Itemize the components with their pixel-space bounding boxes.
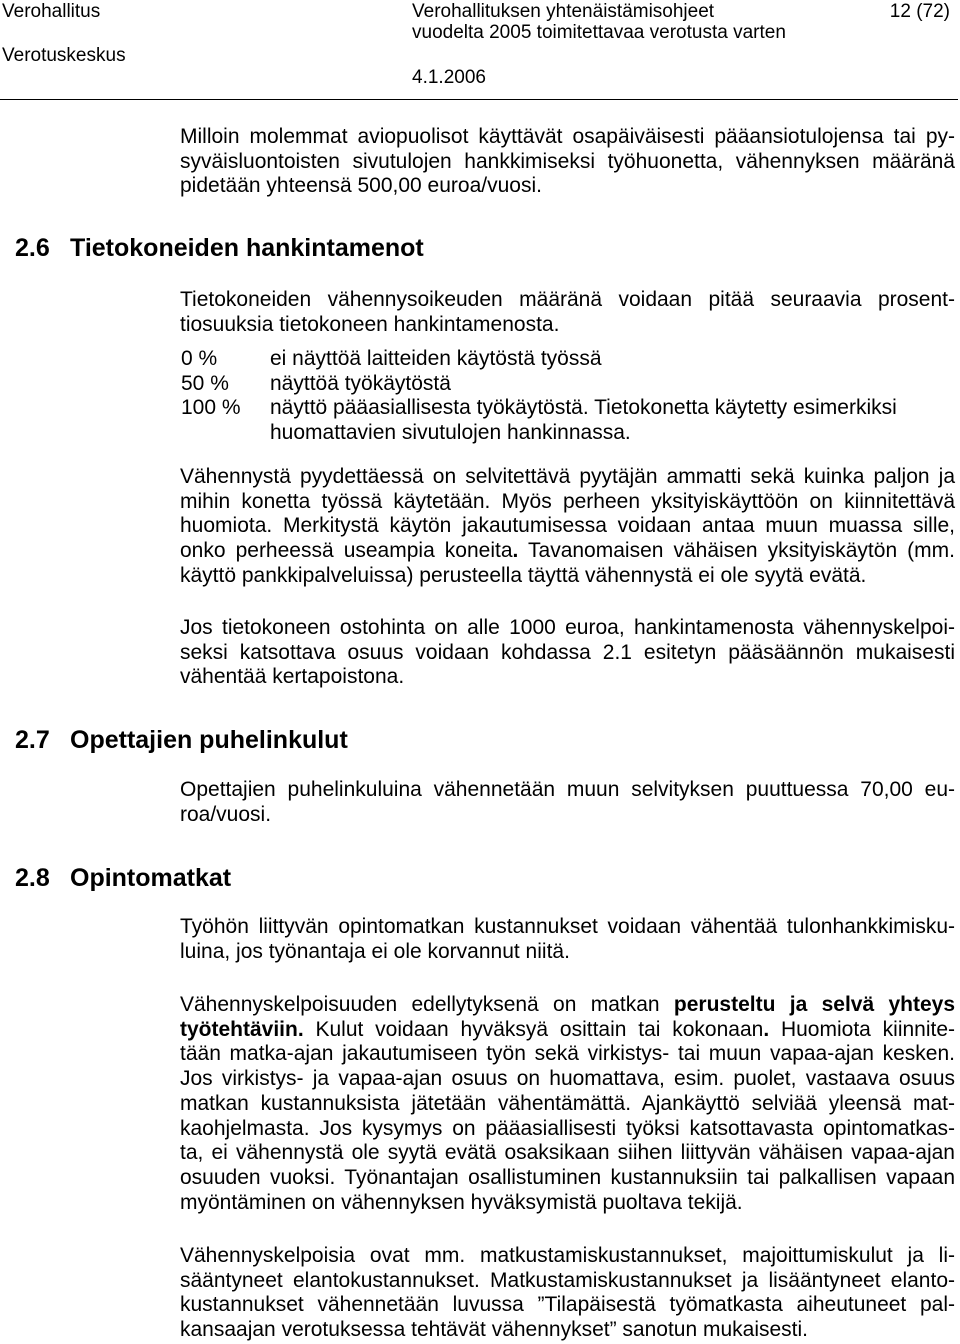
section-number: 2.6 xyxy=(15,234,50,262)
percentage-list xyxy=(180,347,955,446)
section-number: 2.7 xyxy=(15,726,50,754)
paragraph xyxy=(180,915,955,964)
text-line: sääntyneet elantokustannukset. Matkustamiskustannukset ja lisääntyneet elanto- xyxy=(180,1268,955,1292)
text-line: ta, ei vähennystä ole syytä evätä osaksikaan siihen liittyvän vähäisen vapaa-ajan xyxy=(180,1141,955,1165)
paragraph xyxy=(180,993,955,1215)
text-line: kustannukset vähennetään luvussa ”Tilapäisestä työmatkasta aiheutuneet pal- xyxy=(180,1293,955,1317)
section-number: 2.8 xyxy=(15,864,50,892)
list-item xyxy=(180,372,955,397)
text-line: käyttö pankkipalveluissa) perusteella täyttä vähennystä ei ole syytä evätä. xyxy=(180,563,867,587)
text-line: seksi katsottava osuus voidaan kohdassa 2.1 esitetyn pääsäännön mukaisesti xyxy=(180,640,955,664)
unit-name: Verotuskeskus xyxy=(2,45,126,66)
text-line: syväisluontoisten sivutulojen hankkimiseksi työhuonetta, vähennyksen määränä xyxy=(180,149,955,173)
text-segment: Kulut voidaan hyväksyä osittain tai kokonaan xyxy=(303,1017,764,1041)
percentage-label: 50 % xyxy=(181,371,229,395)
list-item-text: näyttöä työkäytöstä xyxy=(270,371,451,395)
text-segment: onko perheessä useampia koneita xyxy=(180,539,513,563)
paragraph xyxy=(180,288,955,337)
text-segment: Tavanomaisen vähäisen yksityiskäytön (mm. xyxy=(518,539,955,563)
paragraph xyxy=(180,465,955,589)
section-heading-2-7 xyxy=(0,725,600,755)
text-line: Tietokoneiden vähennysoikeuden määränä voidaan pitää seuraavia prosent- xyxy=(180,288,955,311)
list-item xyxy=(180,347,955,372)
text-line: Milloin molemmat aviopuolisot käyttävät osapäiväisesti pääansiotulojensa tai py- xyxy=(180,125,955,148)
text-line: Työhön liittyvän opintomatkan kustannukset voidaan vähentää tulonhankkimisku- xyxy=(180,915,955,938)
bold-text-segment: työtehtäviin. xyxy=(180,1017,304,1041)
paragraph-intro xyxy=(180,125,955,199)
document-title: Verohallituksen yhtenäistämisohjeet xyxy=(412,1,715,22)
page-number: 12 (72) xyxy=(889,1,950,22)
percentage-label: 100 % xyxy=(181,396,241,420)
text-line: huomiota. Merkitystä käytön jakautumisessa voidaan antaa muun muassa sille, xyxy=(180,514,955,538)
text-line: kaohjelmasta. Jos kysymys on pääasiallisesti työksi katsottavasta opintomatkas- xyxy=(180,1116,955,1140)
text-line: Vähennystä pyydettäessä on selvitettävä pyytäjän ammatti sekä kuinka paljon ja xyxy=(180,465,955,488)
text-line: vähentää kertapoistona. xyxy=(180,665,405,689)
text-line xyxy=(180,993,955,1018)
section-title: Opintomatkat xyxy=(70,864,232,892)
text-line: luina, jos työnantaja ei ole korvannut niitä. xyxy=(180,939,570,963)
text-line: kansaajan verotuksessa tehtävät vähennykset” sanotun mukaisesti. xyxy=(180,1318,809,1342)
text-line: roa/vuosi. xyxy=(180,802,272,826)
document-subtitle: vuodelta 2005 toimitettavaa verotusta varten xyxy=(412,22,786,43)
text-line xyxy=(180,539,955,564)
section-heading-2-8 xyxy=(0,863,600,893)
text-segment: Vähennyskelpoisuuden edellytyksenä on matkan xyxy=(180,993,674,1016)
text-line: Vähennyskelpoisia ovat mm. matkustamiskustannukset, majoittumiskulut ja li- xyxy=(180,1244,955,1267)
text-line: Jos virkistys- ja vapaa-ajan osuus on huomattava, esim. puolet, vastaava osuus xyxy=(180,1067,955,1091)
bold-text-segment: . xyxy=(763,1017,770,1041)
bold-text-segment: . xyxy=(512,539,519,563)
section-title: Tietokoneiden hankintamenot xyxy=(70,234,424,262)
section-title: Opettajien puhelinkulut xyxy=(70,726,348,754)
list-item xyxy=(180,396,955,445)
organization-name: Verohallitus xyxy=(2,1,101,22)
text-line: mihin konetta työssä käytetään. Myös perheen yksityiskäyttöön on kiinnitettävä xyxy=(180,489,955,513)
text-line: tään matka-ajan jakautumiseen työn sekä virkistys- tai muun vapaa-ajan kesken. xyxy=(180,1042,955,1066)
text-line: myöntäminen on vähennyksen hyväksymistä puoltava tekijä. xyxy=(180,1190,743,1214)
text-line: matkan kustannuksista jätetään vähentämättä. Ajankäyttö selviää yleensä mat- xyxy=(180,1091,955,1115)
header-rule xyxy=(0,99,958,100)
section-heading-2-6 xyxy=(0,233,600,263)
list-item-text: näyttö pääasiallisesta työkäytöstä. Tietokonetta käytetty esimerkiksi xyxy=(270,396,897,420)
paragraph xyxy=(180,1244,955,1343)
percentage-label: 0 % xyxy=(181,347,218,370)
text-line xyxy=(180,1018,955,1043)
text-line: tiosuuksia tietokoneen hankintamenosta. xyxy=(180,312,560,336)
text-segment: Huomiota kiinnite- xyxy=(769,1017,956,1041)
text-line: pidetään yhteensä 500,00 euroa/vuosi. xyxy=(180,174,542,198)
paragraph xyxy=(180,778,955,827)
bold-text-segment: perusteltu ja selvä yhteys xyxy=(673,993,955,1016)
document-date: 4.1.2006 xyxy=(412,67,486,88)
text-line: Jos tietokoneen ostohinta on alle 1000 euroa, hankintamenosta vähennyskelpoi- xyxy=(180,616,955,639)
text-line: Opettajien puhelinkuluina vähennetään muun selvityksen puuttuessa 70,00 eu- xyxy=(180,778,955,801)
list-item-text: ei näyttöä laitteiden käytöstä työssä xyxy=(270,347,602,370)
paragraph xyxy=(180,616,955,690)
text-line: osuuden vuoksi. Työnantajan osallistuminen kustannuksiin tai palkallisen vapaan xyxy=(180,1165,955,1189)
list-item-text: huomattavien sivutulojen hankinnassa. xyxy=(270,421,631,445)
